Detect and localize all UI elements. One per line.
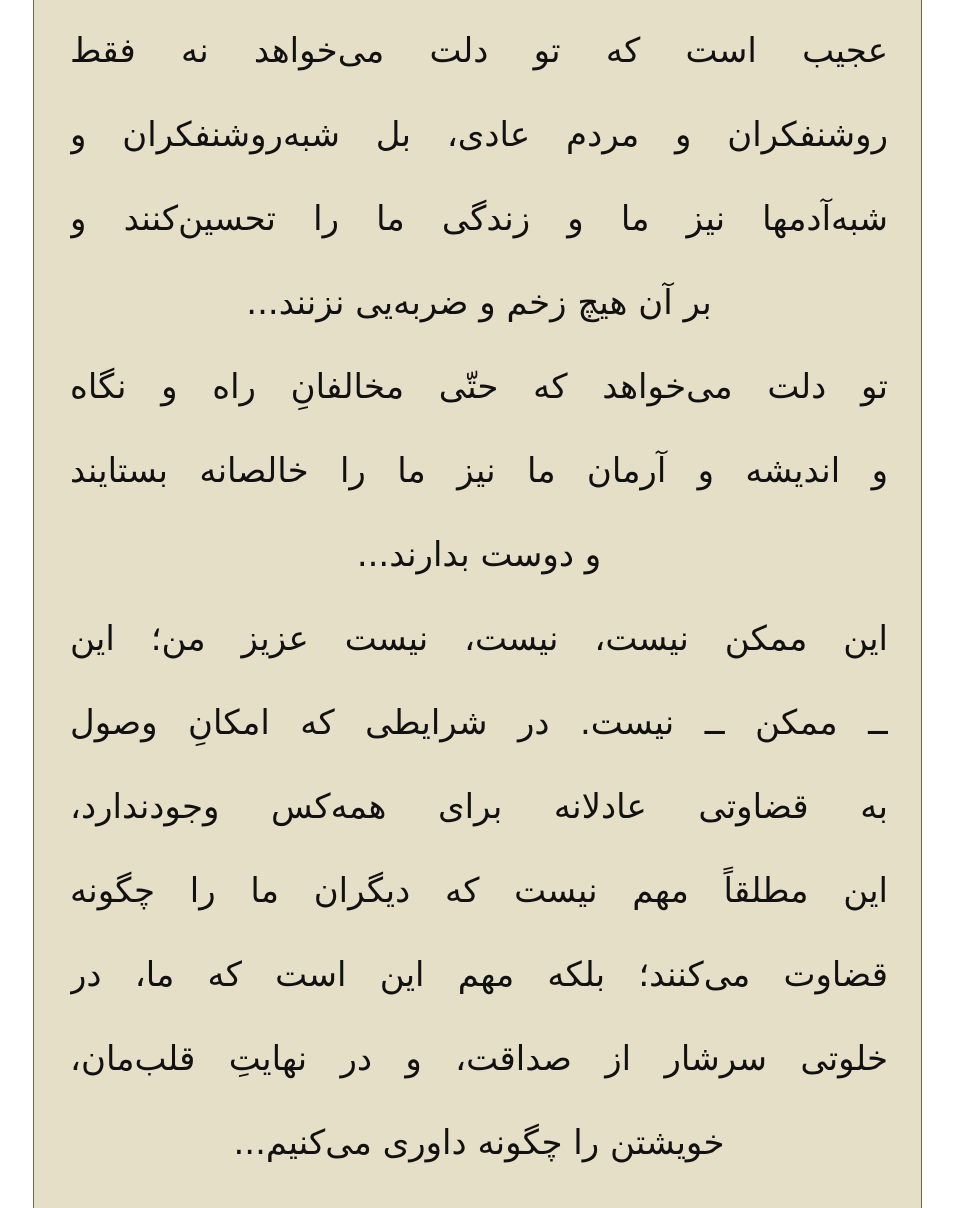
text-line: این مطلقاً مهم نیست که دیگران ما را چگونه: [70, 871, 888, 911]
text-line: بر آن هیچ زخم و ضربه‌یی نزنند...: [246, 283, 712, 323]
text-line: و اندیشه و آرمان ما نیز ما را خالصانه بستایند: [70, 451, 888, 491]
text-line: به قضاوتی عادلانه برای همه‌کس وجودندارد،: [70, 787, 888, 827]
text-line: قضاوت می‌کنند؛ بلکه مهم این است که ما، در: [70, 955, 888, 995]
text-line: ــ ممکن ــ نیست. در شرایطی که امکانِ وصول: [70, 703, 888, 743]
text-line: و دوست بدارند...: [356, 535, 602, 575]
text-line: روشنفکران و مردم عادی، بل شبه‌روشنفکران و: [70, 115, 888, 155]
text-line: این ممکن نیست، نیست، نیست عزیز من؛ این: [70, 619, 888, 659]
text-line: خلوتی سرشار از صداقت، و در نهایتِ قلب‌مان،: [70, 1039, 888, 1079]
text-line: شبه‌آدمها نیز ما و زندگی ما را تحسین‌کنند و: [70, 199, 888, 239]
text-line: تو دلت می‌خواهد که حتّی مخالفانِ راه و نگاه: [70, 367, 888, 407]
text-line: خویشتن را چگونه داوری می‌کنیم...: [233, 1123, 725, 1163]
text-body: [70, 9, 888, 1185]
text-line: عجیب است که تو دلت می‌خواهد نه فقط: [70, 31, 888, 71]
